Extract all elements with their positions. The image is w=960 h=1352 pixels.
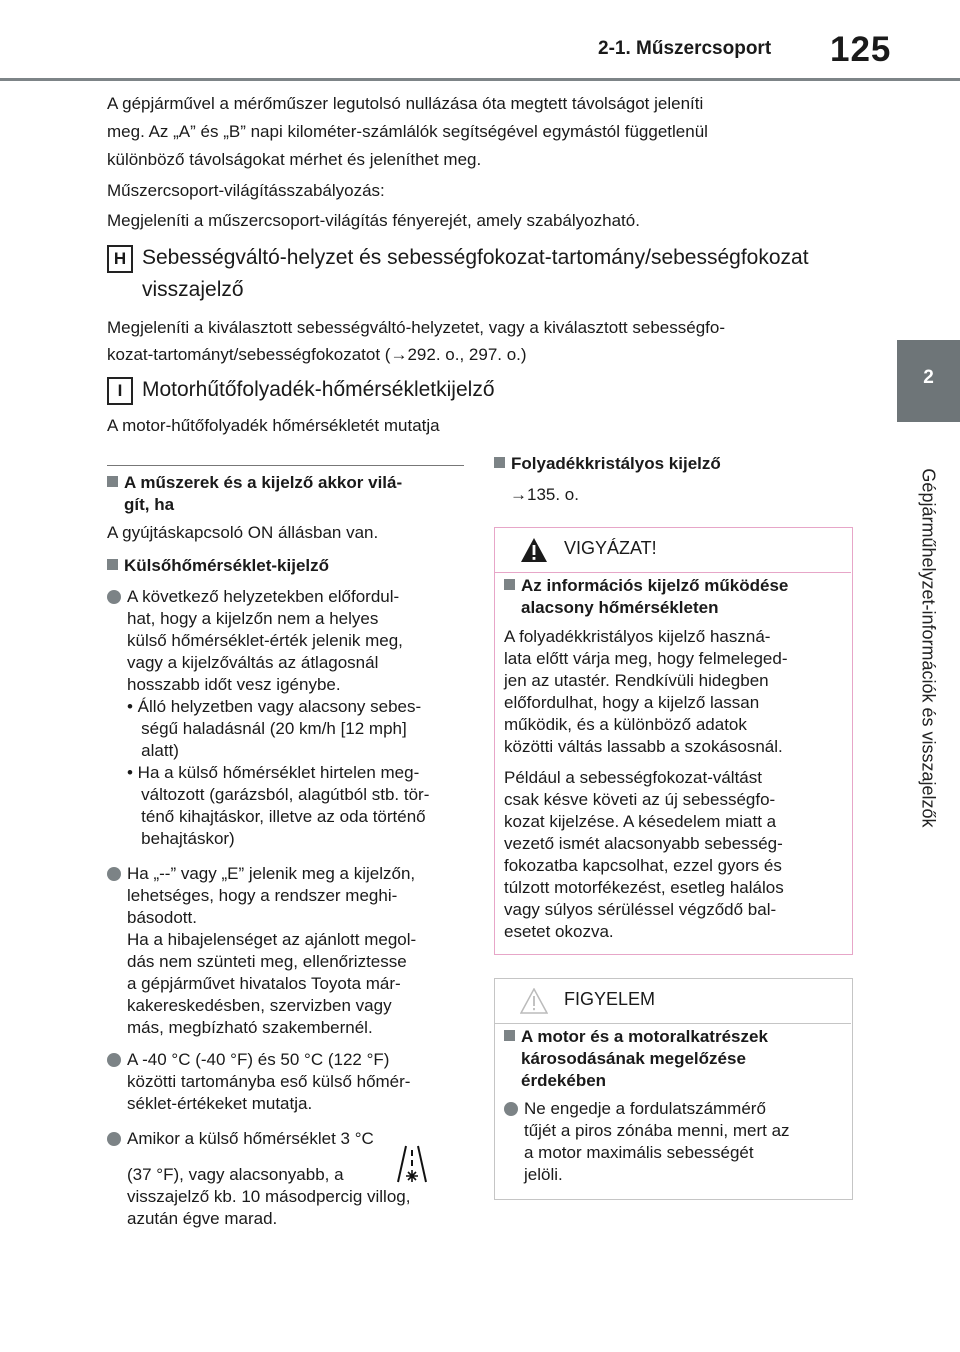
caution-para-2: Például a sebességfokozat-váltást csak késve követi az új sebességfo- kozat kijelzése. A késedelem miatt a vezető ismét alacsonyabb sebesség- fokozatba kapcsolhat, ezzel gyors és túlzott motorfékezést, esetleg halálos vagy súlyos sérüléssel végződő bal- esetet okozva. [504,768,784,941]
round-bullet-icon [107,1053,121,1067]
lcd-page-ref[interactable]: →135. o. [510,485,579,504]
intro-line-3: különböző távolságokat mérhet és jeleníthet meg. [107,150,482,169]
round-bullet-icon [107,1132,121,1146]
header-rule [0,78,960,81]
round-bullet-icon [107,590,121,604]
section-i-title: Motorhűtőfolyadék-hőmérsékletkijelző [142,378,495,401]
intro-line-2: meg. Az „A” és „B” napi kilométer-számlálók segítségével egymástól függetlenül [107,122,708,141]
intro-line-1: A gépjárművel a mérőműszer legutolsó nullázása óta megtett távolságot jeleníti [107,94,704,113]
caution-title: VIGYÁZAT! [564,538,657,558]
left-heading-1: A műszerek és a kijelző akkor vilá- gít, ha [107,472,402,516]
square-bullet-icon [494,457,505,468]
section-title: 2-1. Műszercsoport [598,38,772,59]
section-h-body-1: Megjeleníti a kiválasztott sebességváltó-helyzetet, vagy a kiválasztott sebességfo- [107,318,725,337]
lighting-label: Műszercsoport-világításszabályozás: [107,181,385,200]
section-h-body-2: kozat-tartományt/sebességfokozatot (→292. o., 297. o.) [107,345,527,364]
page-number: 125 [830,30,892,69]
caution-subheading: Az információs kijelző működése alacsony hőmérsékleten [504,575,844,619]
warning-triangle-icon [520,537,548,563]
section-i-marker: I [107,377,133,405]
notice-title: FIGYELEM [564,989,656,1009]
column-divider [107,465,464,466]
notice-header [494,978,851,1024]
left-heading-2: Külsőhőmérséklet-kijelző [107,555,329,577]
caution-header [494,527,851,573]
section-h-marker: H [107,245,133,273]
square-bullet-icon [107,476,118,487]
notice-triangle-icon [520,988,548,1014]
ice-road-icon [395,1144,429,1184]
right-heading-lcd: Folyadékkristályos kijelző [494,453,721,475]
section-h-title-1: Sebességváltó-helyzet és sebességfokozat-tartomány/sebességfokozat [142,246,809,269]
chapter-title: Gépjárműhelyzet-információk és visszajelzők [918,468,939,828]
round-bullet-icon [107,867,121,881]
square-bullet-icon [504,579,515,590]
chapter-number: 2 [923,367,934,388]
lighting-desc: Megjeleníti a műszercsoport-világítás fényerejét, amely szabályozható. [107,211,640,230]
round-bullet-icon [504,1102,518,1116]
square-bullet-icon [107,559,118,570]
section-h-title-2: visszajelző [142,278,244,301]
caution-para-1: A folyadékkristályos kijelző haszná- lata előtt várja meg, hogy felmeleged- jen az utastér. Rendkívüli hidegben előfordulhat, hogy a kijelző lassan működik, és a különböző adatok közötti váltás lassabb a szokásosnál. [504,627,788,756]
notice-subheading: A motor és a motoralkatrészek károsodásának megelőzése érdekében [504,1026,844,1092]
ignition-text: A gyújtáskapcsoló ON állásban van. [107,523,379,542]
section-i-body: A motor-hűtőfolyadék hőmérsékletét mutatja [107,416,440,435]
square-bullet-icon [504,1030,515,1041]
